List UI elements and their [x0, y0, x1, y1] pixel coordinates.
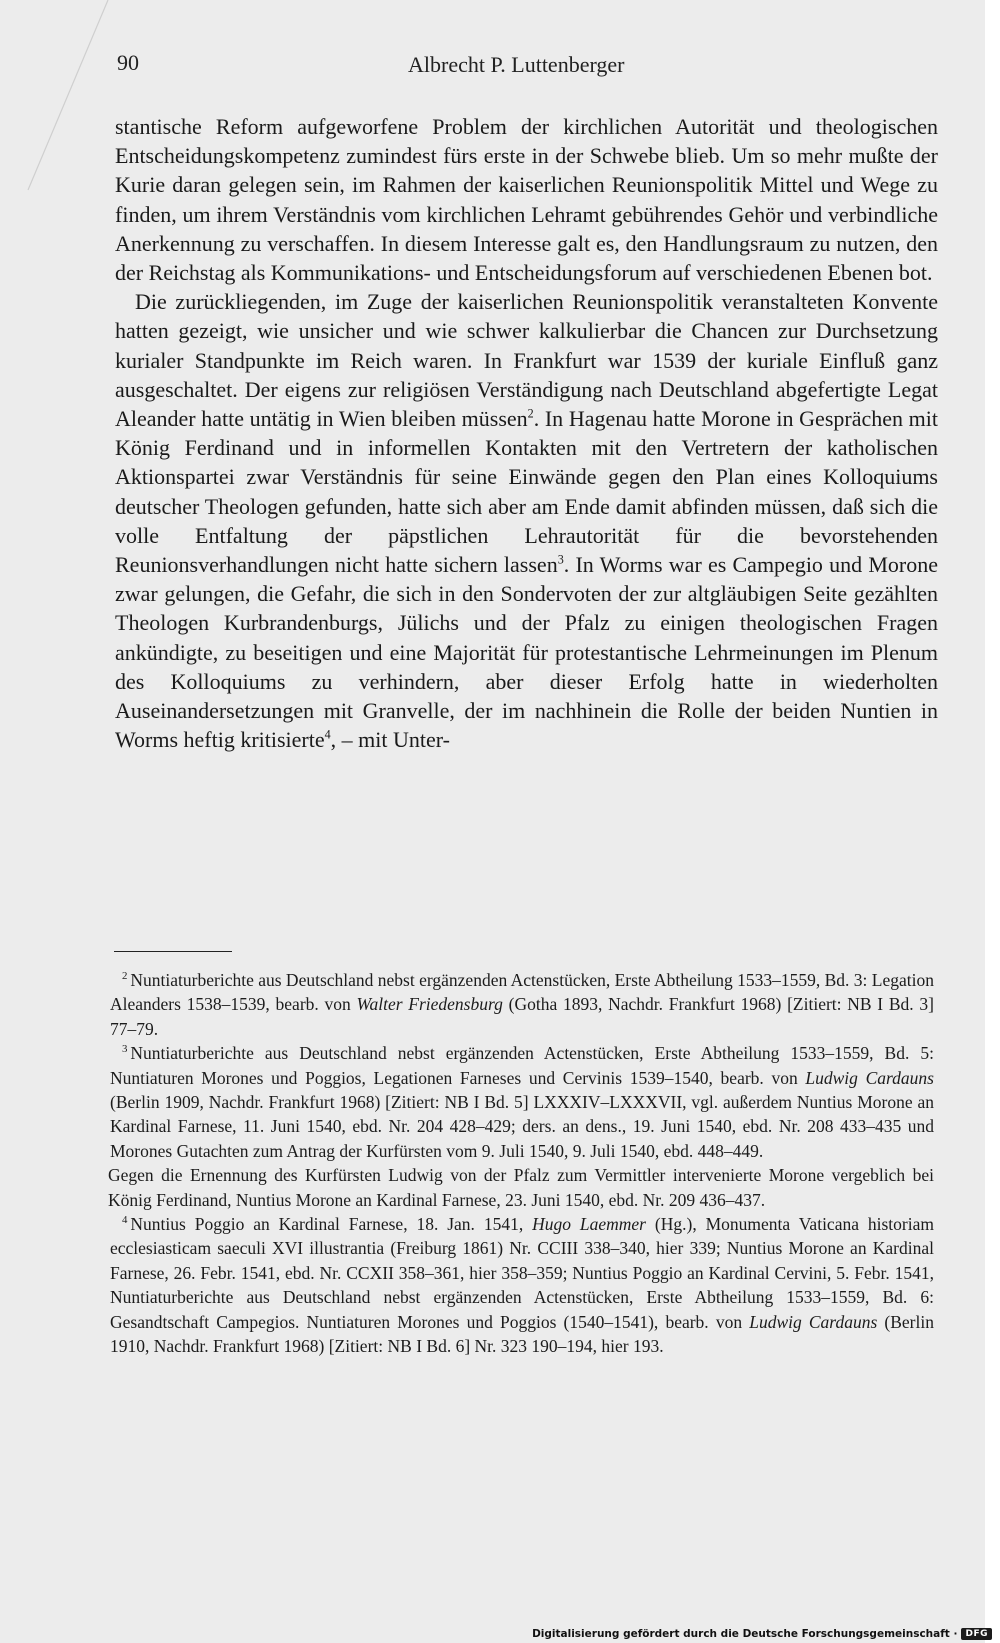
footnote-editor: Ludwig Cardauns	[805, 1067, 934, 1088]
footnote-divider	[114, 951, 232, 952]
footnote-mark: 4	[122, 1214, 128, 1227]
footnote-text: Nuntius Poggio an Kardinal Farnese, 18. Jan. 1541,	[130, 1214, 533, 1235]
text-run: . In Hagenau hatte Morone in Gesprächen mit König Ferdinand und in informellen Kontakten mit den Vertretern der katholischen Aktionspartei zwar Verständnis für seine Einwände gegen den Plan eines Kolloquiums deutscher Theologen gefunden, hatte sich aber am Ende damit abfinden müssen, daß sich die volle Entfaltung der päpstlichen Lehrautorität für die bevorstehenden Reunionsverhandlungen nicht hatte sichern lassen	[115, 406, 938, 578]
credit-text: Digitalisierung gefördert durch die Deutsche Forschungsgemeinschaft ·	[532, 1628, 958, 1640]
footnote-text: (Berlin 1909, Nachdr. Frankfurt 1968) [Zitiert: NB I Bd. 5] LXXXIV–LXXXVII, vgl. außerdem Nuntius Morone an Kardinal Farnese, 11. Juni 1540, ebd. Nr. 204 428–429; ders. an dens., 19. Juni 1540, ebd. Nr. 208 433–435 und Morones Gutachten zum Antrag der Kurfürsten vom 9. Juli 1540, 9. Juli 1540, ebd. 448–449.	[110, 1092, 934, 1161]
page-number: 90	[117, 50, 139, 75]
footnote-editor: Ludwig Cardauns	[749, 1311, 878, 1332]
text-run: Die zurückliegenden, im Zuge der kaiserlichen Reunionspolitik veranstalteten Konvente hatten gezeigt, wie unsicher und wie schwer kalkulierbar die Chancen zur Durchsetzung kurialer Standpunkte im Reich waren. In Frankfurt war 1539 der kuriale Einfluß ganz ausgeschaltet. Der eigens zur religiösen Verständigung nach Deutschland abgefertigte Legat Aleander hatte untätig in Wien bleiben müssen	[115, 289, 938, 432]
running-header	[0, 48, 985, 80]
footnote-reference: 4	[324, 727, 331, 742]
footnote-text: (Gotha 1893, Nachdr. Frankfurt 1968) [Zitiert: NB I Bd. 3] 77–79.	[110, 994, 934, 1039]
footnote-continuation: Gegen die Ernennung des Kurfürsten Ludwig von der Pfalz zum Vermittler intervenierte Morone vergeblich bei König Ferdinand, Nuntius Morone an Kardinal Farnese, 23. Juni 1540, ebd. Nr. 209 436–437.	[108, 1165, 934, 1210]
text-run: , – mit Unter-	[330, 727, 450, 753]
running-header-author: Albrecht P. Luttenberger	[408, 52, 625, 77]
dfg-logo: DFG	[961, 1628, 992, 1640]
footnote	[110, 968, 934, 1041]
footnote-mark: 3	[122, 1043, 128, 1056]
text-run: . In Worms war es Campegio und Morone zwar gelungen, die Gefahr, die sich in den Sondervoten der zur altgläubigen Seite gezählten Theologen Kurbrandenburgs, Jülichs und der Pfalz zu einigen theologischen Fragen ankündigte, zu beseitigen und eine Majorität für protestantische Lehrmeinungen im Plenum des Kolloquiums zu verhindern, aber dieser Erfolg hatte in wiederholten Auseinandersetzungen mit Granvelle, der im nachhinein die Rolle der beiden Nuntien in Worms heftig kritisierte	[115, 552, 938, 753]
main-text	[115, 112, 938, 754]
footnote	[110, 1041, 934, 1163]
footnote-editor: Walter Friedensburg	[356, 994, 503, 1015]
footnote-text: (Hg.), Monumenta Vaticana historiam ecclesiasticam saeculi XVI illustrantia (Freiburg 1861) Nr. CCIII 338–340, hier 339; Nuntius Morone an Kardinal Farnese, 26. Febr. 1541, ebd. Nr. CCXII 358–361, hier 358–359; Nuntius Poggio an Kardinal Cervini, 5. Febr. 1541, Nuntiaturberichte aus Deutschland nebst ergänzenden Actenstücken, Erste Abtheilung 1533–1559, Bd. 6: Gesandtschaft Campegios. Nuntiaturen Morones und Poggios (1540–1541), bearb. von	[110, 1214, 934, 1332]
footnote-reference: 3	[557, 552, 564, 567]
footnote-mark: 2	[122, 970, 128, 983]
page-margin	[985, 0, 1000, 1643]
footnote-reference: 2	[527, 406, 534, 421]
footnotes	[110, 968, 934, 1359]
paragraph: stantische Reform aufgeworfene Problem der kirchlichen Autorität und theologischen Entscheidungskompetenz zumindest fürs erste in der Schwebe blieb. Um so mehr mußte der Kurie daran gelegen sein, im Rahmen der kaiserlichen Reunionspolitik Mittel und Wege zu finden, um ihrem Verständnis vom kirchlichen Lehramt gebührendes Gehör und verbindliche Anerkennung zu verschaffen. In diesem Interesse galt es, den Handlungsraum zu nutzen, den der Reichstag als Kommunikations- und Entscheidungsforum auf verschiedenen Ebenen bot.	[115, 114, 938, 286]
footnote-text: Nuntiaturberichte aus Deutschland nebst ergänzenden Actenstücken, Erste Abtheilung 1533–1559, Bd. 5: Nuntiaturen Morones und Poggios, Legationen Farneses und Cervinis 1539–1540, bearb. von	[110, 1043, 934, 1088]
paragraph	[115, 287, 938, 754]
footnote	[110, 1212, 934, 1358]
digitization-credit	[532, 1626, 992, 1642]
footnote-text: (Berlin 1910, Nachdr. Frankfurt 1968) [Zitiert: NB I Bd. 6] Nr. 323 190–194, hier 193.	[110, 1311, 934, 1357]
footnote-editor: Hugo Laemmer	[532, 1214, 646, 1235]
footnote-text: Nuntiaturberichte aus Deutschland nebst ergänzenden Actenstücken, Erste Abtheilung 1533–1559, Bd. 3: Legation Aleanders 1538–1539, bearb. von	[110, 970, 934, 1015]
